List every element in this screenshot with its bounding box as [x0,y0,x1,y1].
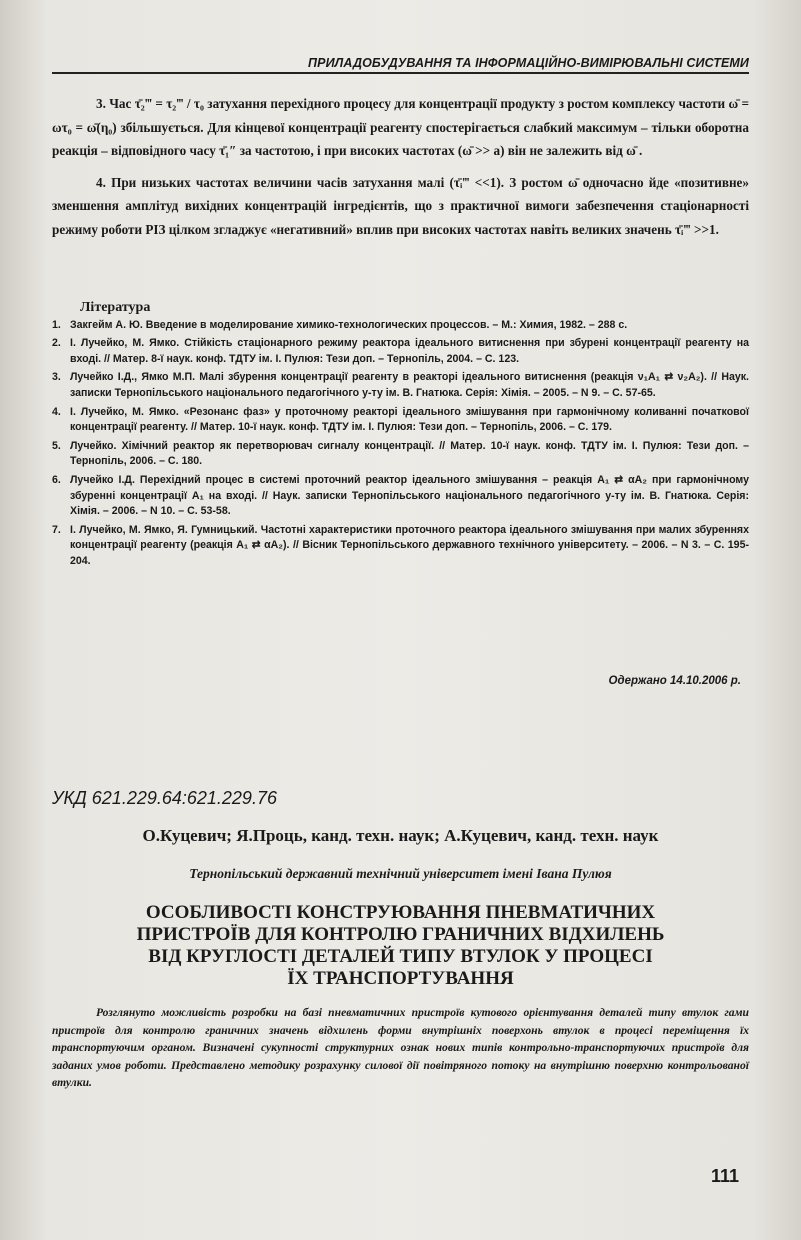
reference-text: І. Лучейко, М. Ямко. «Резонанс фаз» у проточному реакторі ідеального змішування при гармонічному коливанні початкової концентрації реагенту. // Матер. 10-ї наук. конф. ТДТУ ім. І. Пулюя: Тези доп. – Тернопіль, 2006. – С. 179. [70,405,749,434]
title-line: ЇХ ТРАНСПОРТУВАННЯ [287,968,514,989]
conclusions-text [52,92,749,249]
title-line: ВІД КРУГЛОСТІ ДЕТАЛЕЙ ТИПУ ВТУЛОК У ПРОЦЕСІ [148,946,653,967]
reference-item [52,523,749,570]
article-abstract: Розглянуто можливість розробки на базі пневматичних пристроїв кутового орієнтування деталей типу втулок гами пристроїв для контролю граничних значень відхилень форми внутрішніх поверхонь втулок в процесі переміщення їх транспортуючим органом. Визначені сукупності структурних ознак нових типів контрольно-транспортуючих пристроїв для заданих умов роботи. Представлено методику розрахунку силової дії повітряного потоку на внутрішню поверхню контрольованої втулки. [52,1006,749,1089]
reference-number: 7. [52,523,61,536]
references-list [52,318,749,570]
reference-number: 4. [52,405,61,418]
udk-code: УКД 621.229.64:621.229.76 [52,788,277,808]
references-section [52,300,749,573]
author-affiliation: Тернопільський державний технічний університет імені Івана Пулюя [189,866,612,881]
paragraph-4: 4. При низьких частотах величини часів затухання малі (τ̄ᵢ‴ <<1). З ростом ω̄ одночасно йде «позитивне» зменшення амплітуд вихідних концентрацій інгредієнтів, що з практичної вимоги забезпечення стаціонарності режиму роботи РІЗ цілком згладжує «негативний» вплив при високих частотах навіть великих значень τ̄ᵢ‴ >>1. [52,174,749,237]
reference-text: І. Лучейко, М. Ямко, Я. Гумницький. Частотні характеристики проточного реактора ідеального змішування при малих збуреннях концентрації реагенту (реакція A₁ ⇄ αA₂). // Вісник Тернопільського державного технічного університету. – 2006. – N 3. – С. 195-204. [70,523,749,567]
article-title [90,902,711,990]
reference-item [52,336,749,367]
reference-number: 6. [52,473,61,486]
reference-item [52,439,749,470]
reference-text: Лучейко І.Д., Ямко М.П. Малі збурення концентрації реагенту в реакторі ідеального витиснення (реакція ν₁A₁ ⇄ ν₂A₂). // Наук. записки Тернопільського національного педагогічного у-ту ім. В. Гнатюка. Серія: Хімія. – 2005. – N 9. – С. 57-65. [70,371,749,399]
reference-text: І. Лучейко, М. Ямко. Стійкість стаціонарного режиму реактора ідеального витиснення при збурені концентрації реагенту на вході. // Матер. 8-ї наук. конф. ТДТУ ім. І. Пулюя: Тези доп. – Тернопіль, 2004. – С. 123. [70,337,749,365]
article-authors: О.Куцевич; Я.Проць, канд. техн. наук; А.Куцевич, канд. техн. наук [142,826,659,845]
reference-item [52,370,749,401]
reference-item [52,405,749,436]
reference-item [52,473,749,520]
running-header: ПРИЛАДОБУДУВАННЯ ТА ІНФОРМАЦІЙНО-ВИМІРЮВАЛЬНІ СИСТЕМИ [52,56,749,74]
reference-number: 5. [52,439,61,452]
title-line: ПРИСТРОЇВ ДЛЯ КОНТРОЛЮ ГРАНИЧНИХ ВІДХИЛЕНЬ [136,924,665,945]
title-line: ОСОБЛИВОСТІ КОНСТРУЮВАННЯ ПНЕВМАТИЧНИХ [145,902,656,923]
reference-text: Лучейко І.Д. Перехідний процес в системі проточний реактор ідеального змішування – реакція A₁ ⇄ αA₂ при гармонічному збуренні концентрації A₁ на вході. // Наук. записки Тернопільського національного педагогічного у-ту ім. В. Гнатюка. Серія: Хімія. – 2006. – N 10. – С. 53-58. [70,473,749,518]
reference-text: Лучейко. Хімічний реактор як перетворювач сигналу концентрації. // Матер. 10-ї наук. конф. ТДТУ ім. І. Пулюя: Тези доп. – Тернопіль, 2006. – С. 180. [70,439,749,468]
page-number: 111 [710,1166,739,1186]
references-heading: Література [80,300,151,315]
reference-number: 1. [52,318,61,331]
received-date: Одержано 14.10.2006 р. [608,675,741,687]
reference-item [52,318,749,334]
reference-number: 2. [52,337,61,350]
reference-number: 3. [52,371,61,384]
paragraph-3: 3. Час τ̄₂‴ = τ₂‴ / τ₀ затухання перехідного процесу для концентрації продукту з ростом комплексу частоти ω̄ = ωτ₀ = ω̄(η₀) збільшується. Для кінцевої концентрації реагенту спостерігається слабкий максимум – тільки оборотна реакція – відповідного часу τ̄₁″ за частотою, і при високих частотах (ω̄ >> a) він не залежить від ω̄ . [52,96,749,158]
reference-text: Закгейм А. Ю. Введение в моделирование химико-технологических процессов. – М.: Химия, 1982. – 288 с. [70,318,628,331]
